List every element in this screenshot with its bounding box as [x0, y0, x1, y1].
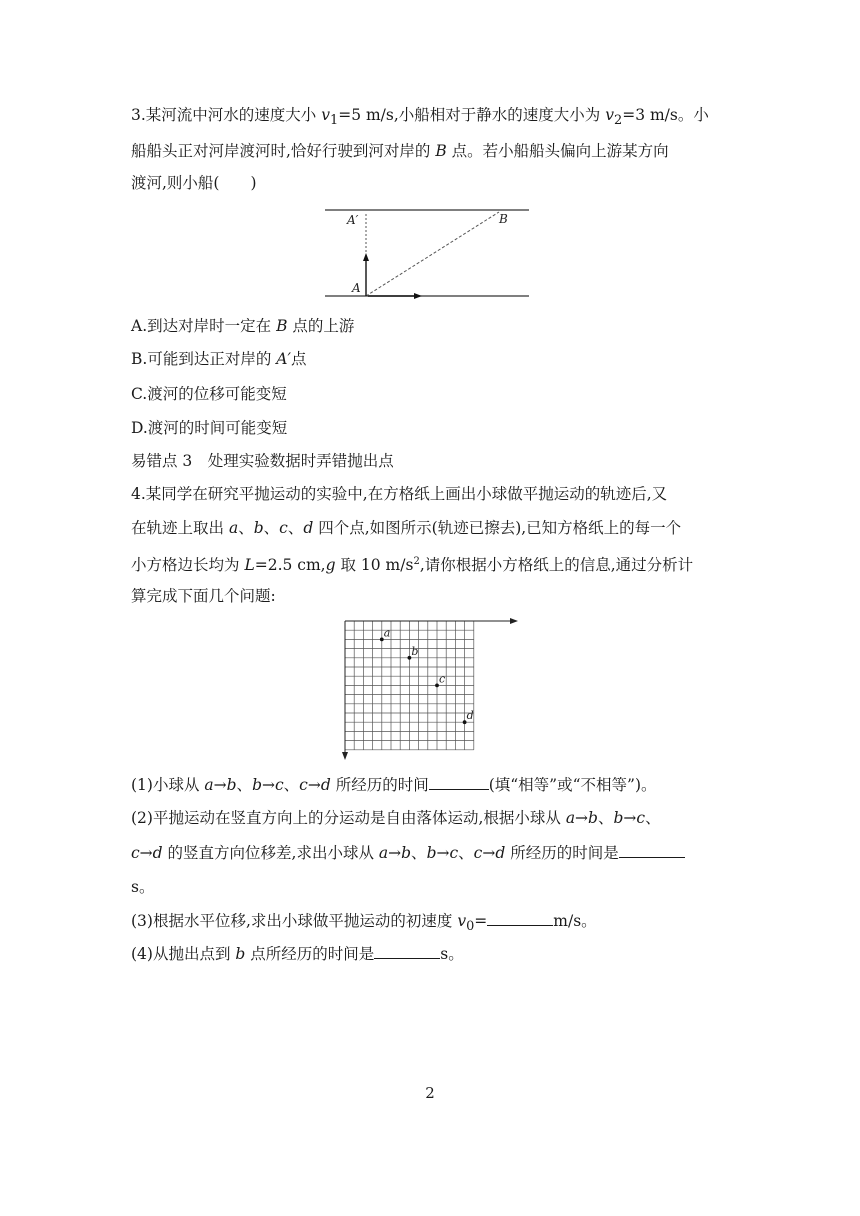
q4-line2: 在轨迹上取出 a、b、c、d 四个点,如图所示(轨迹已擦去),已知方格纸上的每一个: [131, 519, 682, 537]
answer-blank-3[interactable]: [487, 910, 553, 926]
y-axis-arrowhead: [342, 752, 348, 760]
trajectory-points: [380, 626, 474, 724]
q4-sub4: (4)从抛出点到 b 点所经历的时间是 s。: [131, 945, 464, 963]
answer-blank-1[interactable]: [429, 774, 489, 790]
label-a-prime: A′: [347, 213, 359, 227]
q4-sub2-line3: s。: [131, 878, 155, 896]
page-number: 2: [425, 1084, 435, 1102]
q4-line4: 算完成下面几个问题:: [131, 587, 276, 605]
q4-line3: 小方格边长均为 L=2.5 cm,g 取 10 $m/s^2$,请你根据小方格纸上的信息,通过分析计: [131, 556, 694, 575]
q4-sub1: (1)小球从 a→b、b→c、c→d 所经历的时间 (填“相等”或“不相等”)。: [131, 776, 657, 794]
answer-blank-4[interactable]: [374, 943, 440, 959]
q3-line3: 渡河,则小船( ): [131, 174, 257, 192]
trajectory-point-label: b: [411, 644, 419, 658]
q4-sub2-line1: (2)平抛运动在竖直方向上的分运动是自由落体运动,根据小球从 a→b、b→c、: [131, 809, 661, 827]
water-velocity-arrowhead: [414, 293, 422, 299]
q3-option-d: D.渡河的时间可能变短: [131, 419, 288, 437]
boat-velocity-arrowhead: [363, 253, 369, 261]
q3-line2: 船船头正对河岸渡河时,恰好行驶到河对岸的 B 点。若小船船头偏向上游某方向: [131, 142, 669, 160]
label-b: B: [499, 212, 508, 226]
q3-line1: 3.某河流中河水的速度大小 $v_1=5$ m/s,小船相对于静水的速度大小为 $v_2=3$ m/s。小: [131, 106, 709, 129]
q4-sub3: (3)根据水平位移,求出小球做平抛运动的初速度 $v_0= m/s$。: [131, 912, 597, 935]
trajectory-point-label: a: [383, 626, 391, 640]
label-a: A: [352, 281, 361, 295]
grid-lines: [342, 618, 518, 760]
q3-option-b: B.可能到达正对岸的 A′点: [131, 350, 307, 368]
answer-blank-2[interactable]: [619, 842, 685, 858]
error-point-heading: 易错点 3 处理实验数据时弄错抛出点: [131, 452, 394, 470]
q3-option-a: A.到达对岸时一定在 B 点的上游: [131, 317, 355, 335]
grid-paper-figure: [335, 612, 520, 762]
trajectory-point-label: c: [439, 672, 446, 686]
river-crossing-figure: [320, 203, 535, 305]
dashed-line-to-b: [366, 212, 499, 296]
x-axis-arrowhead: [510, 618, 518, 624]
q3-option-c: C.渡河的位移可能变短: [131, 385, 287, 403]
q4-sub2-line2: c→d 的竖直方向位移差,求出小球从 a→b、b→c、c→d 所经历的时间是: [131, 842, 736, 863]
trajectory-point-label: d: [466, 709, 474, 723]
q4-line1: 4.某同学在研究平抛运动的实验中,在方格纸上画出小球做平抛运动的轨迹后,又: [131, 485, 668, 503]
